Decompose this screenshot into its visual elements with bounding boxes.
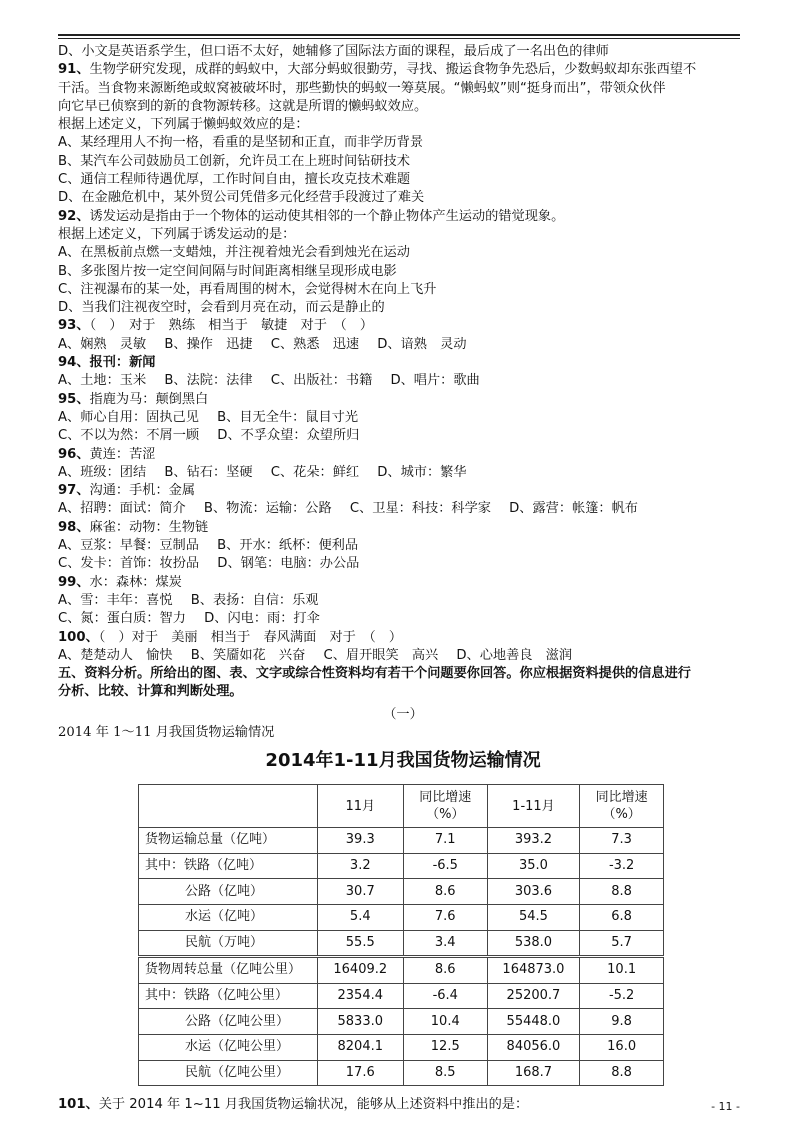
q95-option-d: D、不孚众望：众望所归 bbox=[217, 428, 360, 444]
q95-stem: 95、指鹿为马：颠倒黑白 bbox=[58, 391, 209, 407]
table-cell: 538.0 bbox=[487, 930, 580, 957]
q92-option-a: A、在黑板前点燃一支蜡烛，并注视着烛光会看到烛光在运动 bbox=[58, 245, 410, 261]
q95-number: 95、 bbox=[58, 391, 90, 407]
table-cell: -5.2 bbox=[580, 983, 664, 1009]
table-cell: 8.8 bbox=[580, 879, 664, 905]
q100-option-b: B、笑靥如花 兴奋 bbox=[190, 647, 306, 663]
q91-text-line: 向它早已侦察到的新的食物源转移。这就是所谓的懒蚂蚁效应。 bbox=[58, 98, 428, 114]
table-cell: 3.4 bbox=[403, 930, 487, 957]
table-cell: 8.6 bbox=[403, 957, 487, 984]
table-row-label: 公路（亿吨） bbox=[139, 879, 318, 905]
q95-option-c: C、不以为然：不屑一顾 bbox=[58, 428, 200, 444]
table-cell: 2354.4 bbox=[317, 983, 403, 1009]
table-row bbox=[139, 828, 664, 854]
q96-option-b: B、钻石：坚硬 bbox=[164, 464, 253, 480]
q98-option-a: A、豆浆：早餐：豆制品 bbox=[58, 538, 199, 554]
table-cell: 8.6 bbox=[403, 879, 487, 905]
section5-heading-cont: 分析、比较、计算和判断处理。 bbox=[58, 684, 243, 700]
freight-table bbox=[138, 784, 664, 1086]
q93-stem: 93、（ ） 对于 熟练 相当于 敏捷 对于 （ ） bbox=[58, 318, 374, 334]
table-row bbox=[139, 957, 664, 984]
q93-option-d: D、谙熟 灵动 bbox=[377, 336, 467, 352]
table-row-label: 其中：铁路（亿吨） bbox=[139, 853, 318, 879]
q97-number: 97、 bbox=[58, 483, 90, 499]
table-cell: 168.7 bbox=[487, 1060, 580, 1086]
table-row-label: 水运（亿吨） bbox=[139, 905, 318, 931]
table-cell: 35.0 bbox=[487, 853, 580, 879]
q94-option-b: B、法院：法律 bbox=[164, 373, 253, 389]
q97-option-d: D、露营：帐篷：帆布 bbox=[509, 501, 638, 517]
q99-option-d: D、闪电：雨：打伞 bbox=[204, 611, 320, 627]
table-row bbox=[139, 983, 664, 1009]
table-row bbox=[139, 930, 664, 957]
q99-options-row1 bbox=[58, 592, 748, 610]
table-cell: 16409.2 bbox=[317, 957, 403, 984]
q92-text: 92、诱发运动是指由于一个物体的运动使其相邻的一个静止物体产生运动的错觉现象。 bbox=[58, 208, 565, 224]
q94-option-c: C、出版社：书籍 bbox=[270, 373, 373, 389]
table-cell: -6.5 bbox=[403, 853, 487, 879]
table-row bbox=[139, 879, 664, 905]
table-cell: 12.5 bbox=[403, 1035, 487, 1061]
q97-option-c: C、卫星：科技：科学家 bbox=[349, 501, 491, 517]
table-header-row bbox=[139, 785, 664, 828]
q99-options-row2 bbox=[58, 610, 748, 628]
part-label: （一） bbox=[383, 706, 423, 722]
table-row-label: 民航（万吨） bbox=[139, 930, 318, 957]
q92-option-d: D、当我们注视夜空时，会看到月亮在动，而云是静止的 bbox=[58, 300, 385, 316]
q93-option-b: B、操作 迅捷 bbox=[164, 336, 253, 352]
q98-option-c: C、发卡：首饰：妆扮品 bbox=[58, 556, 200, 572]
table-cell: 303.6 bbox=[487, 879, 580, 905]
q95-option-b: B、目无全牛：鼠目寸光 bbox=[217, 409, 359, 425]
q97-stem: 97、沟通：手机：金属 bbox=[58, 483, 196, 499]
table-cell: 3.2 bbox=[317, 853, 403, 879]
table-row-label: 民航（亿吨公里） bbox=[139, 1060, 318, 1086]
q96-stem: 96、黄连：苦涩 bbox=[58, 446, 156, 462]
q100-number: 100、 bbox=[58, 629, 99, 645]
q96-number: 96、 bbox=[58, 446, 90, 462]
table-body bbox=[139, 828, 664, 1086]
q99-option-a: A、雪：丰年：喜悦 bbox=[58, 592, 173, 608]
q92-option-c: C、注视瀑布的某一处，再看周围的树木，会觉得树木在向上飞升 bbox=[58, 281, 437, 297]
q95-options-row2 bbox=[58, 427, 748, 445]
q99-option-b: B、表扬：自信：乐观 bbox=[190, 592, 319, 608]
q92-option-b: B、多张图片按一定空间间隔与时间距离相继呈现形成电影 bbox=[58, 263, 397, 279]
table-cell: 8204.1 bbox=[317, 1035, 403, 1061]
q94-option-a: A、土地：玉米 bbox=[58, 373, 147, 389]
table-cell: 30.7 bbox=[317, 879, 403, 905]
q91-option-b: B、某汽车公司鼓励员工创新，允许员工在上班时间钻研技术 bbox=[58, 153, 410, 169]
q98-options-row1 bbox=[58, 537, 748, 555]
table-row bbox=[139, 1060, 664, 1086]
table-row-label: 公路（亿吨公里） bbox=[139, 1009, 318, 1035]
q92-prompt: 根据上述定义，下列属于诱发运动的是： bbox=[58, 226, 296, 242]
q92-number: 92、 bbox=[58, 208, 90, 224]
q96-option-d: D、城市：繁华 bbox=[377, 464, 467, 480]
table-cell: 5.7 bbox=[580, 930, 664, 957]
table-row-label: 其中：铁路（亿吨公里） bbox=[139, 983, 318, 1009]
q94-option-d: D、唱片：歌曲 bbox=[390, 373, 480, 389]
q91-text-line: 91、生物学研究发现，成群的蚂蚁中，大部分蚂蚁很勤劳，寻找、搬运食物争先恐后，少数蚂蚁却东张西望不 bbox=[58, 62, 697, 78]
table-cell: 164873.0 bbox=[487, 957, 580, 984]
q96-options bbox=[58, 464, 748, 482]
q91-option-c: C、通信工程师待遇优厚，工作时间自由，擅长攻克技术难题 bbox=[58, 172, 411, 188]
table-cell: 54.5 bbox=[487, 905, 580, 931]
table-header-cell: 同比增速（%） bbox=[580, 785, 664, 828]
table-title: 2014年1-11月我国货物运输情况 bbox=[265, 750, 541, 772]
table-cell: 84056.0 bbox=[487, 1035, 580, 1061]
q91-option-d: D、在金融危机中，某外贸公司凭借多元化经营手段渡过了难关 bbox=[58, 190, 425, 206]
table-cell: -6.4 bbox=[403, 983, 487, 1009]
q100-option-c: C、眉开眼笑 高兴 bbox=[323, 647, 439, 663]
q97-option-a: A、招聘：面试：简介 bbox=[58, 501, 186, 517]
table-cell: 5.4 bbox=[317, 905, 403, 931]
table-cell: 7.3 bbox=[580, 828, 664, 854]
table-cell: 8.8 bbox=[580, 1060, 664, 1086]
q95-options-row1 bbox=[58, 409, 748, 427]
table-row bbox=[139, 1009, 664, 1035]
header-rule-thin bbox=[58, 38, 740, 39]
q101-number: 101、 bbox=[58, 1097, 99, 1113]
table-row bbox=[139, 853, 664, 879]
q97-options bbox=[58, 500, 748, 518]
q94-number: 94、 bbox=[58, 355, 90, 371]
q99-option-c: C、氮：蛋白质：智力 bbox=[58, 611, 186, 627]
table-row bbox=[139, 1035, 664, 1061]
q100-stem: 100、（ ）对于 美丽 相当于 春风满面 对于 （ ） bbox=[58, 629, 403, 645]
header-rule-thick bbox=[58, 34, 740, 36]
table-cell: 8.5 bbox=[403, 1060, 487, 1086]
page-content bbox=[58, 43, 748, 1115]
q98-stem: 98、麻雀：动物：生物链 bbox=[58, 519, 209, 535]
table-header-cell: 同比增速（%） bbox=[403, 785, 487, 828]
table-row bbox=[139, 905, 664, 931]
q93-option-a: A、娴熟 灵敏 bbox=[58, 336, 147, 352]
table-cell: 10.4 bbox=[403, 1009, 487, 1035]
q94-options bbox=[58, 372, 748, 390]
table-cell: -3.2 bbox=[580, 853, 664, 879]
q93-options bbox=[58, 336, 748, 354]
q101-stem: 101、关于 2014 年 1~11 月我国货物运输状况，能够从上述资料中推出的是： bbox=[58, 1097, 529, 1113]
q91-option-a: A、某经理用人不拘一格，看重的是坚韧和正直，而非学历背景 bbox=[58, 135, 424, 151]
q93-option-c: C、熟悉 迅速 bbox=[270, 336, 360, 352]
q91-prompt: 根据上述定义，下列属于懒蚂蚁效应的是： bbox=[58, 117, 309, 133]
table-cell: 7.1 bbox=[403, 828, 487, 854]
q98-option-b: B、开水：纸杯：便利品 bbox=[217, 538, 359, 554]
q97-option-b: B、物流：运输：公路 bbox=[203, 501, 332, 517]
table-cell: 17.6 bbox=[317, 1060, 403, 1086]
q99-stem: 99、水：森林：煤炭 bbox=[58, 574, 182, 590]
table-cell: 39.3 bbox=[317, 828, 403, 854]
table-row-label: 货物运输总量（亿吨） bbox=[139, 828, 318, 854]
table-header-cell bbox=[139, 785, 318, 828]
table-cell: 393.2 bbox=[487, 828, 580, 854]
q98-number: 98、 bbox=[58, 519, 90, 535]
table-cell: 7.6 bbox=[403, 905, 487, 931]
section5-heading: 五、资料分析。所给出的图、表、文字或综合性资料均有若干个问题要你回答。你应根据资料提供的信息进行 bbox=[58, 666, 691, 682]
q100-options bbox=[58, 647, 748, 665]
q91-number: 91、 bbox=[58, 62, 90, 78]
table-cell: 5833.0 bbox=[317, 1009, 403, 1035]
table-cell: 55448.0 bbox=[487, 1009, 580, 1035]
q96-option-a: A、班级：团结 bbox=[58, 464, 147, 480]
q94-stem: 94、报刊：新闻 bbox=[58, 355, 156, 371]
table-header-cell: 1-11月 bbox=[487, 785, 580, 828]
table-cell: 6.8 bbox=[580, 905, 664, 931]
q98-options-row2 bbox=[58, 555, 748, 573]
q93-number: 93、 bbox=[58, 318, 90, 334]
q98-option-d: D、钢笔：电脑：办公品 bbox=[217, 556, 360, 572]
table-cell: 16.0 bbox=[580, 1035, 664, 1061]
table-header-cell: 11月 bbox=[317, 785, 403, 828]
table-row-label: 货物周转总量（亿吨公里） bbox=[139, 957, 318, 984]
table-cell: 10.1 bbox=[580, 957, 664, 984]
q100-option-d: D、心地善良 滋润 bbox=[456, 647, 573, 663]
page-number: - 11 - bbox=[711, 1100, 740, 1113]
q96-option-c: C、花朵：鲜红 bbox=[270, 464, 360, 480]
q95-option-a: A、师心自用：固执己见 bbox=[58, 409, 199, 425]
table-cell: 25200.7 bbox=[487, 983, 580, 1009]
table-cell: 55.5 bbox=[317, 930, 403, 957]
table-caption: 2014 年 1～11 月我国货物运输情况 bbox=[58, 724, 275, 740]
q91-text-line: 干活。当食物来源断绝或蚁窝被破坏时，那些勤快的蚂蚁一筹莫展。“懒蚂蚁”则“挺身而出”，带领众伙伴 bbox=[58, 80, 666, 96]
q99-number: 99、 bbox=[58, 574, 90, 590]
q90-option-d: D、小文是英语系学生，但口语不太好，她辅修了国际法方面的课程，最后成了一名出色的律师 bbox=[58, 44, 609, 59]
q100-option-a: A、楚楚动人 愉快 bbox=[58, 647, 173, 663]
table-row-label: 水运（亿吨公里） bbox=[139, 1035, 318, 1061]
table-cell: 9.8 bbox=[580, 1009, 664, 1035]
